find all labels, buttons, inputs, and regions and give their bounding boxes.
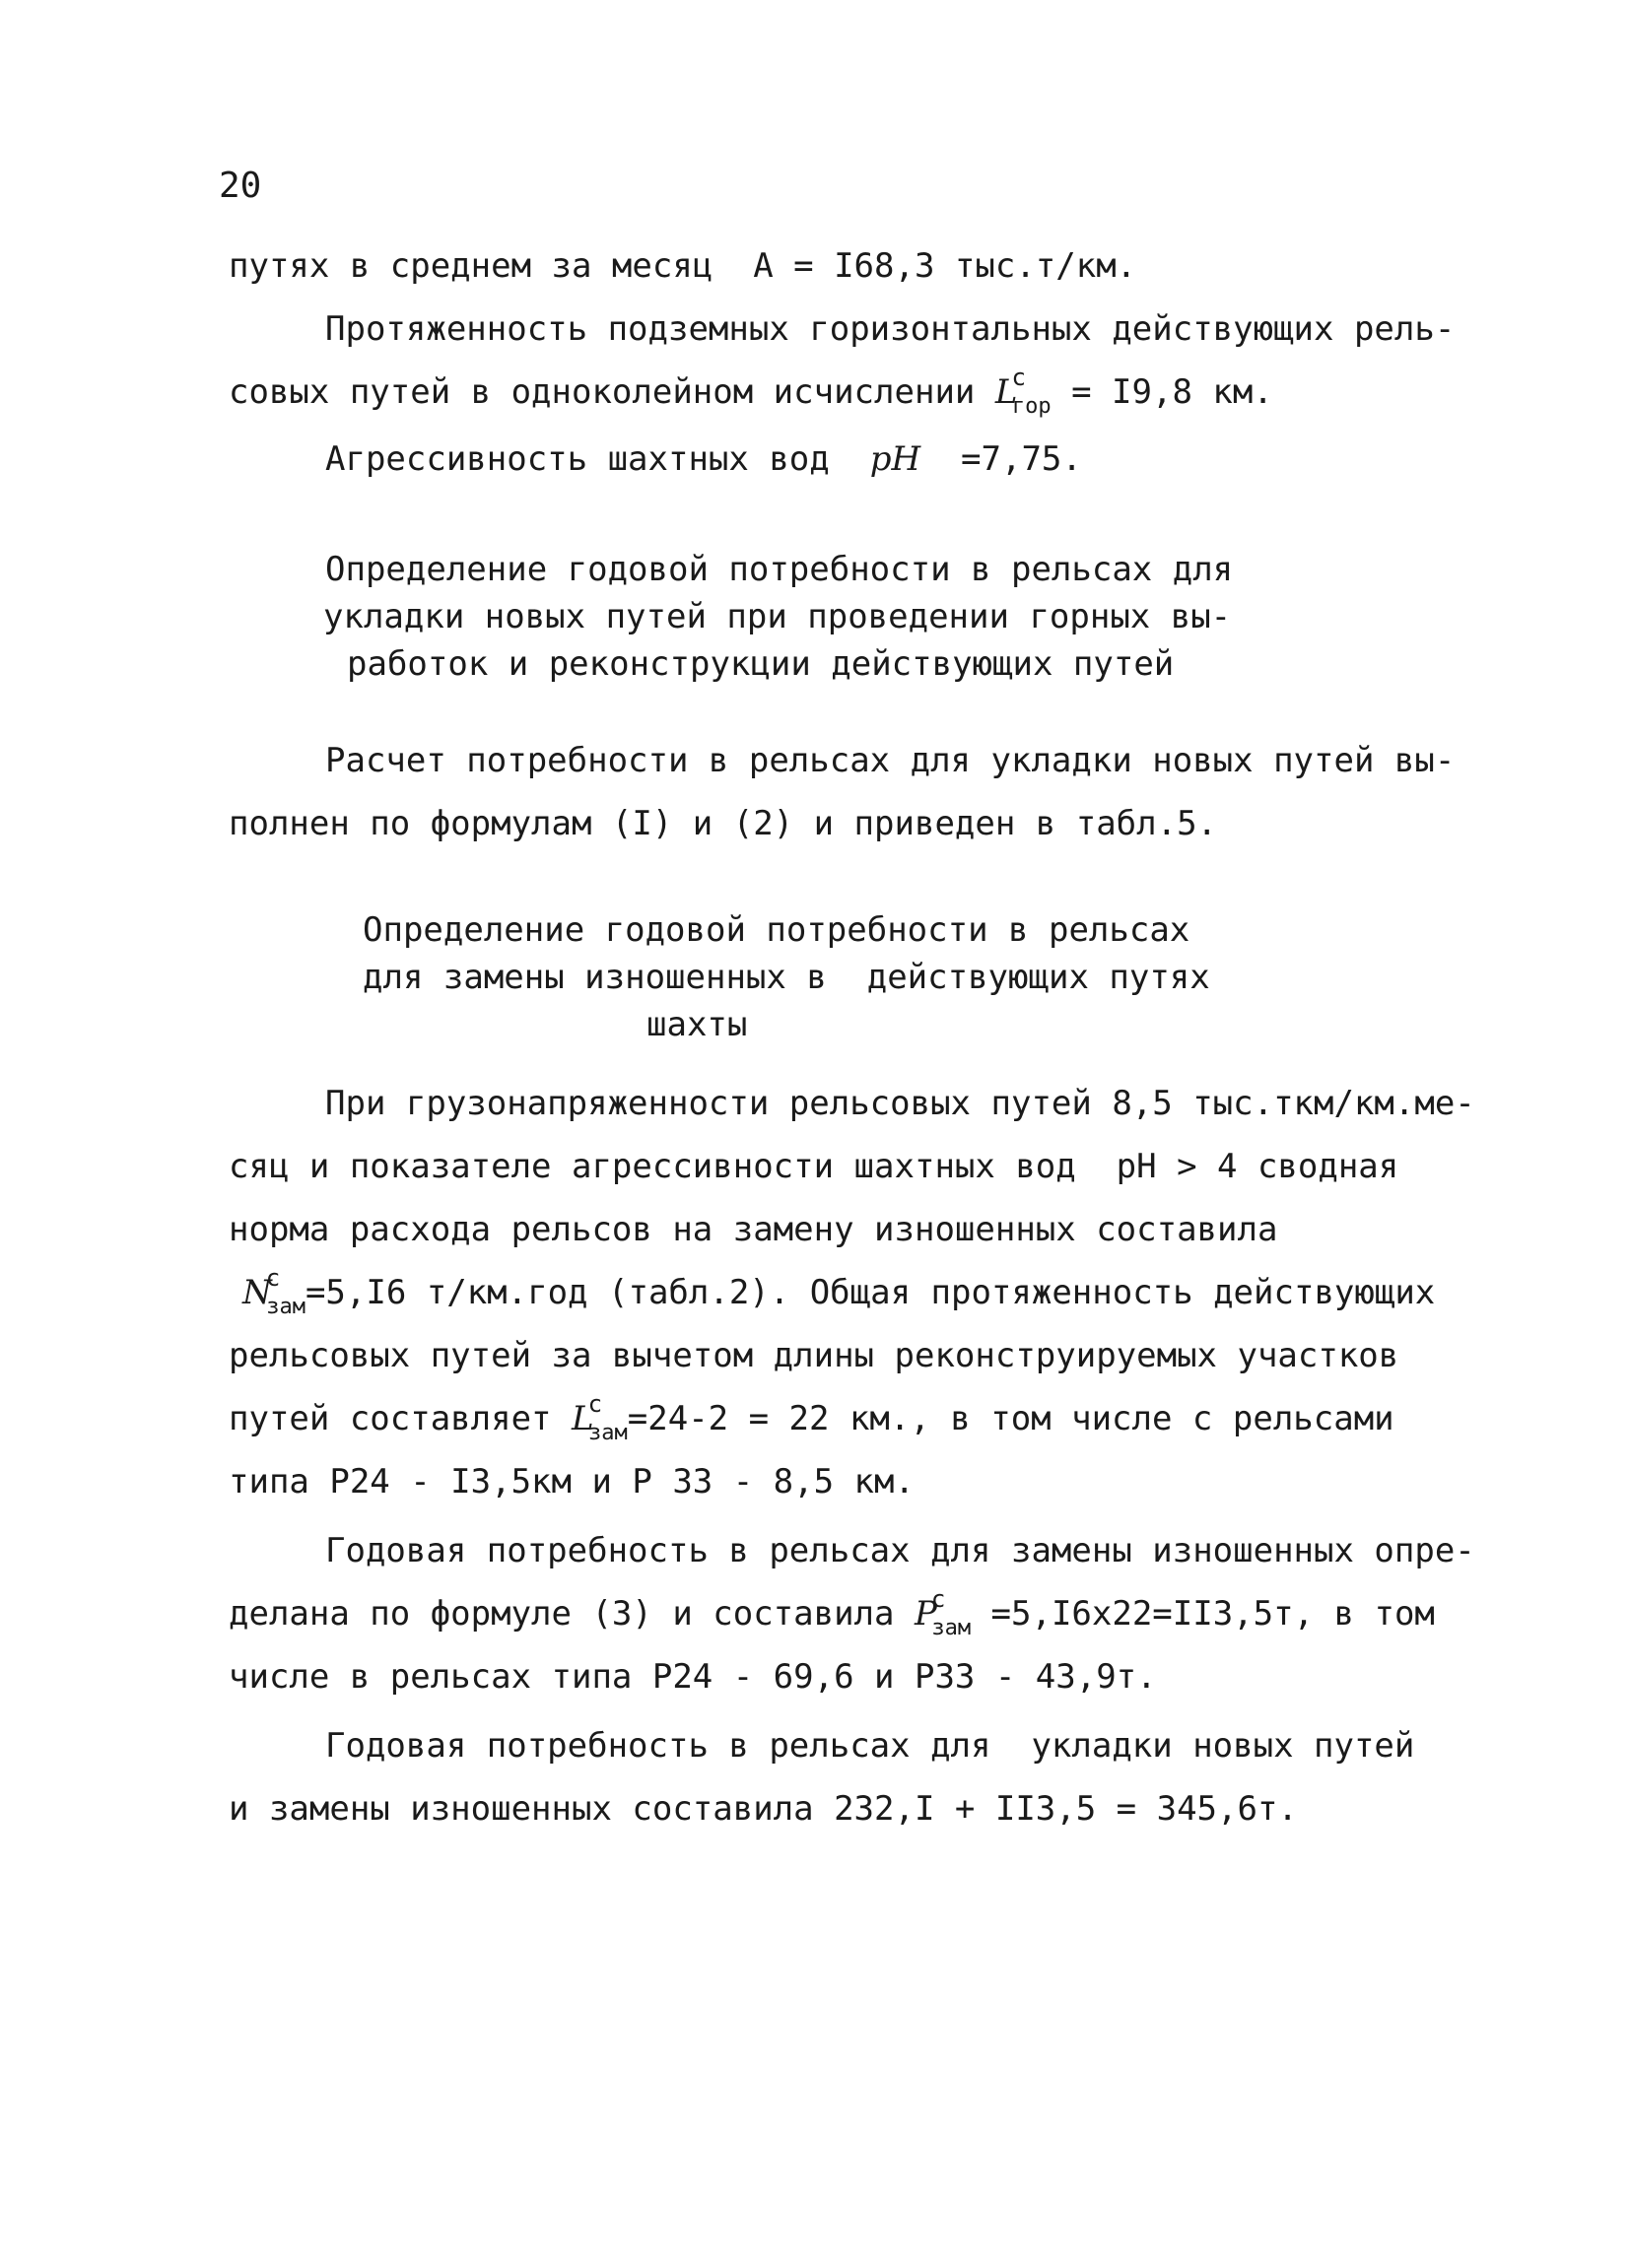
length-superscript: с (1011, 364, 1026, 391)
section1-heading-line-2: укладки новых путей при проведении горных вы- (323, 597, 1232, 636)
length-symbol: L (994, 372, 1018, 412)
total-length-subscript: зам (588, 1421, 628, 1445)
section2-p1-line-5: рельсовых путей за вычетом длины реконструируемых участков (229, 1336, 1399, 1375)
total-length-symbol: L (572, 1399, 594, 1438)
length-text-pre: совых путей в одноколейном исчислении (229, 372, 995, 412)
section2-p2-line-1: Годовая потребность в рельсах для замены изношенных опре- (325, 1531, 1475, 1570)
section2-heading-line-1: Определение годовой потребности в рельсах (363, 910, 1190, 950)
section2-p3-line-2: и замены изношенных составила 232,I + II3,5 = 345,6т. (229, 1789, 1298, 1829)
norm-superscript: с (265, 1264, 281, 1292)
total-length-text-pre: путей составляет (229, 1399, 572, 1438)
demand-symbol: P (914, 1594, 937, 1634)
demand-superscript: с (930, 1585, 946, 1613)
total-length-superscript: с (587, 1390, 603, 1418)
ph-symbol: pH (869, 439, 921, 479)
demand-text-post: =5,I6х22=II3,5т, в том (971, 1594, 1435, 1634)
section2-p1-line-3: норма расхода рельсов на замену изношенных составила (229, 1210, 1278, 1249)
section2-p1-line-1: При грузонапряженности рельсовых путей 8,5 тыс.ткм/км.ме- (325, 1084, 1475, 1123)
section1-heading-line-1: Определение годовой потребности в рельсах для (325, 550, 1234, 589)
length-subscript: гор (1011, 394, 1052, 419)
section2-p1-line-7: типа Р24 - I3,5км и Р 33 - 8,5 км. (229, 1462, 915, 1501)
aggr-text-post: =7,75. (920, 439, 1082, 479)
section1-heading-line-3: работок и реконструкции действующих путей (347, 644, 1175, 684)
aggr-text-pre: Агрессивность шахтных вод (325, 439, 870, 479)
section2-p3-line-1: Годовая потребность в рельсах для укладки новых путей (325, 1726, 1415, 1766)
demand-subscript: зам (931, 1616, 972, 1640)
section2-p2-line-2 (229, 1585, 1435, 1640)
total-length-text-post: =24-2 = 22 км., в том числе с рельсами (627, 1399, 1394, 1438)
norm-subscript: зам (266, 1295, 306, 1319)
length-text-post: = I9,8 км. (1051, 372, 1273, 412)
demand-text-pre: делана по формуле (3) и составила (229, 1594, 915, 1634)
intro-line: путях в среднем за месяц А = I68,3 тыс.т/км. (229, 246, 1137, 286)
aggressiveness-line (325, 439, 1082, 479)
section2-p1-line-6 (229, 1390, 1394, 1445)
length-line-1: Протяженность подземных горизонтальных действующих рель- (325, 309, 1456, 349)
section2-heading-line-2: для замены изношенных в действующих путях (363, 958, 1210, 997)
norm-text-post: =5,I6 т/км.год (табл.2). Общая протяженность действующих (305, 1273, 1436, 1312)
section2-heading-line-3: шахты (646, 1005, 748, 1044)
section2-p2-line-3: числе в рельсах типа Р24 - 69,6 и Р33 - 43,9т. (229, 1657, 1157, 1697)
section1-para-line-1: Расчет потребности в рельсах для укладки новых путей вы- (325, 741, 1456, 780)
page-number: 20 (219, 166, 262, 206)
section2-p1-line-2: сяц и показателе агрессивности шахтных вод pH > 4 сводная (229, 1147, 1399, 1186)
section2-p1-line-4 (242, 1264, 1436, 1319)
norm-symbol: N (242, 1273, 272, 1312)
length-line-2 (229, 364, 1273, 419)
section1-para-line-2: полнен по формулам (I) и (2) и приведен в табл.5. (229, 804, 1218, 843)
